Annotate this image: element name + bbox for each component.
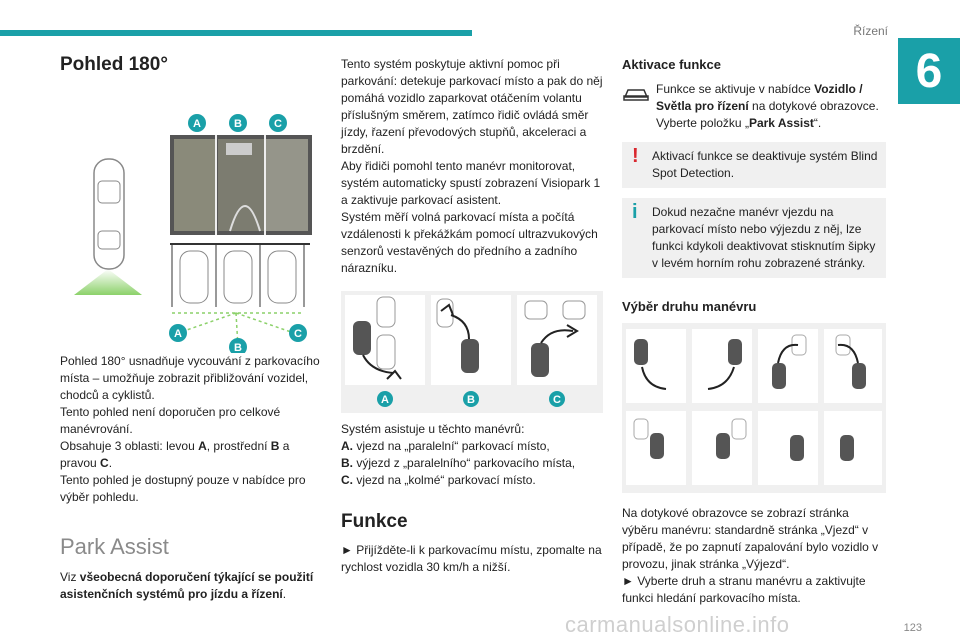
section-title: Řízení xyxy=(853,24,888,38)
warning-box: ! Aktivací funkce se deaktivuje systém Blind Spot Detection. xyxy=(622,142,886,188)
maneuver-a-panel xyxy=(345,295,425,385)
column-right xyxy=(622,56,886,607)
activation-text: Funkce se aktivuje v nabídce Vozidlo / Světla pro řízení na dotykové obrazovce. Vyberte položku „Park Assist“. xyxy=(622,81,886,132)
maneuver-types-illustration xyxy=(341,291,603,413)
badge-b-maneuver xyxy=(463,391,479,407)
page-number: 123 xyxy=(903,622,922,634)
warning-icon: ! xyxy=(632,145,639,167)
badge-a-bottom xyxy=(169,324,187,342)
camera-screen xyxy=(170,135,312,235)
badge-c-maneuver xyxy=(549,391,565,407)
header-accent-bar xyxy=(0,30,472,36)
badge-c-top xyxy=(269,114,287,132)
maneuver-selection-figure xyxy=(622,323,886,493)
funkce-text: ► Přijížděte-li k parkovacímu místu, zpomalte na rychlost vozidla 30 km/h a nižší. xyxy=(341,543,602,574)
column-middle xyxy=(341,56,603,576)
svg-text:B: B xyxy=(234,342,242,353)
maneuver-selection-text: Na dotykové obrazovce se zobrazí stránka výběru manévru: standardně stránka „Vjezd“ v případě, že po zapnutí zapalování bylo vozidlo v provozu, jinak stránka „Výjezd“. ► Vyberte druh a stranu manévru a zaktivujte funkci hledání parkovacího místa. xyxy=(622,506,879,605)
rear-view-180-illustration xyxy=(60,81,322,353)
column-left xyxy=(60,56,322,603)
maneuver-selection-illustration xyxy=(622,323,886,493)
section-heading: Pohled 180° xyxy=(60,54,168,75)
rear-view-description: Pohled 180° usnadňuje vycouvání z parkovacího místa – umožňuje zobrazit přibližování vozidel, chodců a cyklistů. Tento pohled není doporučen pro celkové manévrování. Obsahuje 3 oblasti: levou A, prostřední B a pravou C. Tento pohled je dostupný pouze v nabídce pro výběr pohledu. xyxy=(60,354,320,504)
badge-a-maneuver xyxy=(377,391,393,407)
car-top-view xyxy=(74,159,142,295)
park-assist-reference: Viz všeobecná doporučení týkající se použití asistenčních systémů pro jízdu a řízení. xyxy=(60,570,314,601)
park-assist-intro: Tento systém poskytuje aktivní pomoc při parkování: detekuje parkovací místo a pak do něj pomáhá vozidlo zaparkovat otáčením volantu příslušným směrem, zatímco řidič ovládá směr jízdy, řazení převodových stupňů, akceleraci a brzdění. Aby řidiči pomohl tento manévr monitorovat, systém automaticky spustí zobrazení Visiopark 1 a zaktivuje parkovací asistent. Systém měří volná parkovací místa a počítá vzdálenosti k překážkám pomocí ultrazvukových senzorů vestavěných do předního a zadního nárazníku. xyxy=(341,57,603,275)
svg-text:A: A xyxy=(381,394,389,406)
rear-view-180-figure xyxy=(60,81,322,353)
badge-c-bottom xyxy=(289,324,307,342)
svg-text:C: C xyxy=(274,118,282,130)
svg-text:C: C xyxy=(294,328,302,340)
watermark: carmanualsonline.info xyxy=(565,612,790,637)
maneuver-b-panel xyxy=(431,295,511,385)
activation-heading: Aktivace funkce xyxy=(622,57,721,72)
parking-row xyxy=(170,244,310,347)
park-assist-heading: Park Assist xyxy=(60,534,169,559)
badge-b-top xyxy=(229,114,247,132)
maneuver-selection-heading: Výběr druhu manévru xyxy=(622,299,757,314)
svg-text:B: B xyxy=(467,394,475,406)
badge-b-bottom xyxy=(229,338,247,353)
svg-text:A: A xyxy=(174,328,182,340)
funkce-heading: Funkce xyxy=(341,511,408,532)
maneuver-c-panel xyxy=(517,295,597,385)
car-menu-icon xyxy=(622,83,650,103)
info-box: i Dokud nezačne manévr vjezdu na parkovací místo nebo výjezdu z něj, lze funkci kdykoli deaktivovat stisknutím šipky v levém horním rohu zobrazené stránky. xyxy=(622,198,886,278)
maneuver-types-figure xyxy=(341,291,603,413)
maneuver-list: Systém asistuje u těchto manévrů: A. vjezd na „paralelní“ parkovací místo, B. výjezd z „paralelního“ parkovacího místa, C. vjezd na „kolmé“ parkovací místo. xyxy=(341,422,576,487)
info-icon: i xyxy=(632,201,638,223)
svg-text:B: B xyxy=(234,118,242,130)
chapter-number: 6 xyxy=(898,38,960,104)
svg-text:C: C xyxy=(553,394,561,406)
svg-text:A: A xyxy=(193,118,201,130)
badge-a-top xyxy=(188,114,206,132)
